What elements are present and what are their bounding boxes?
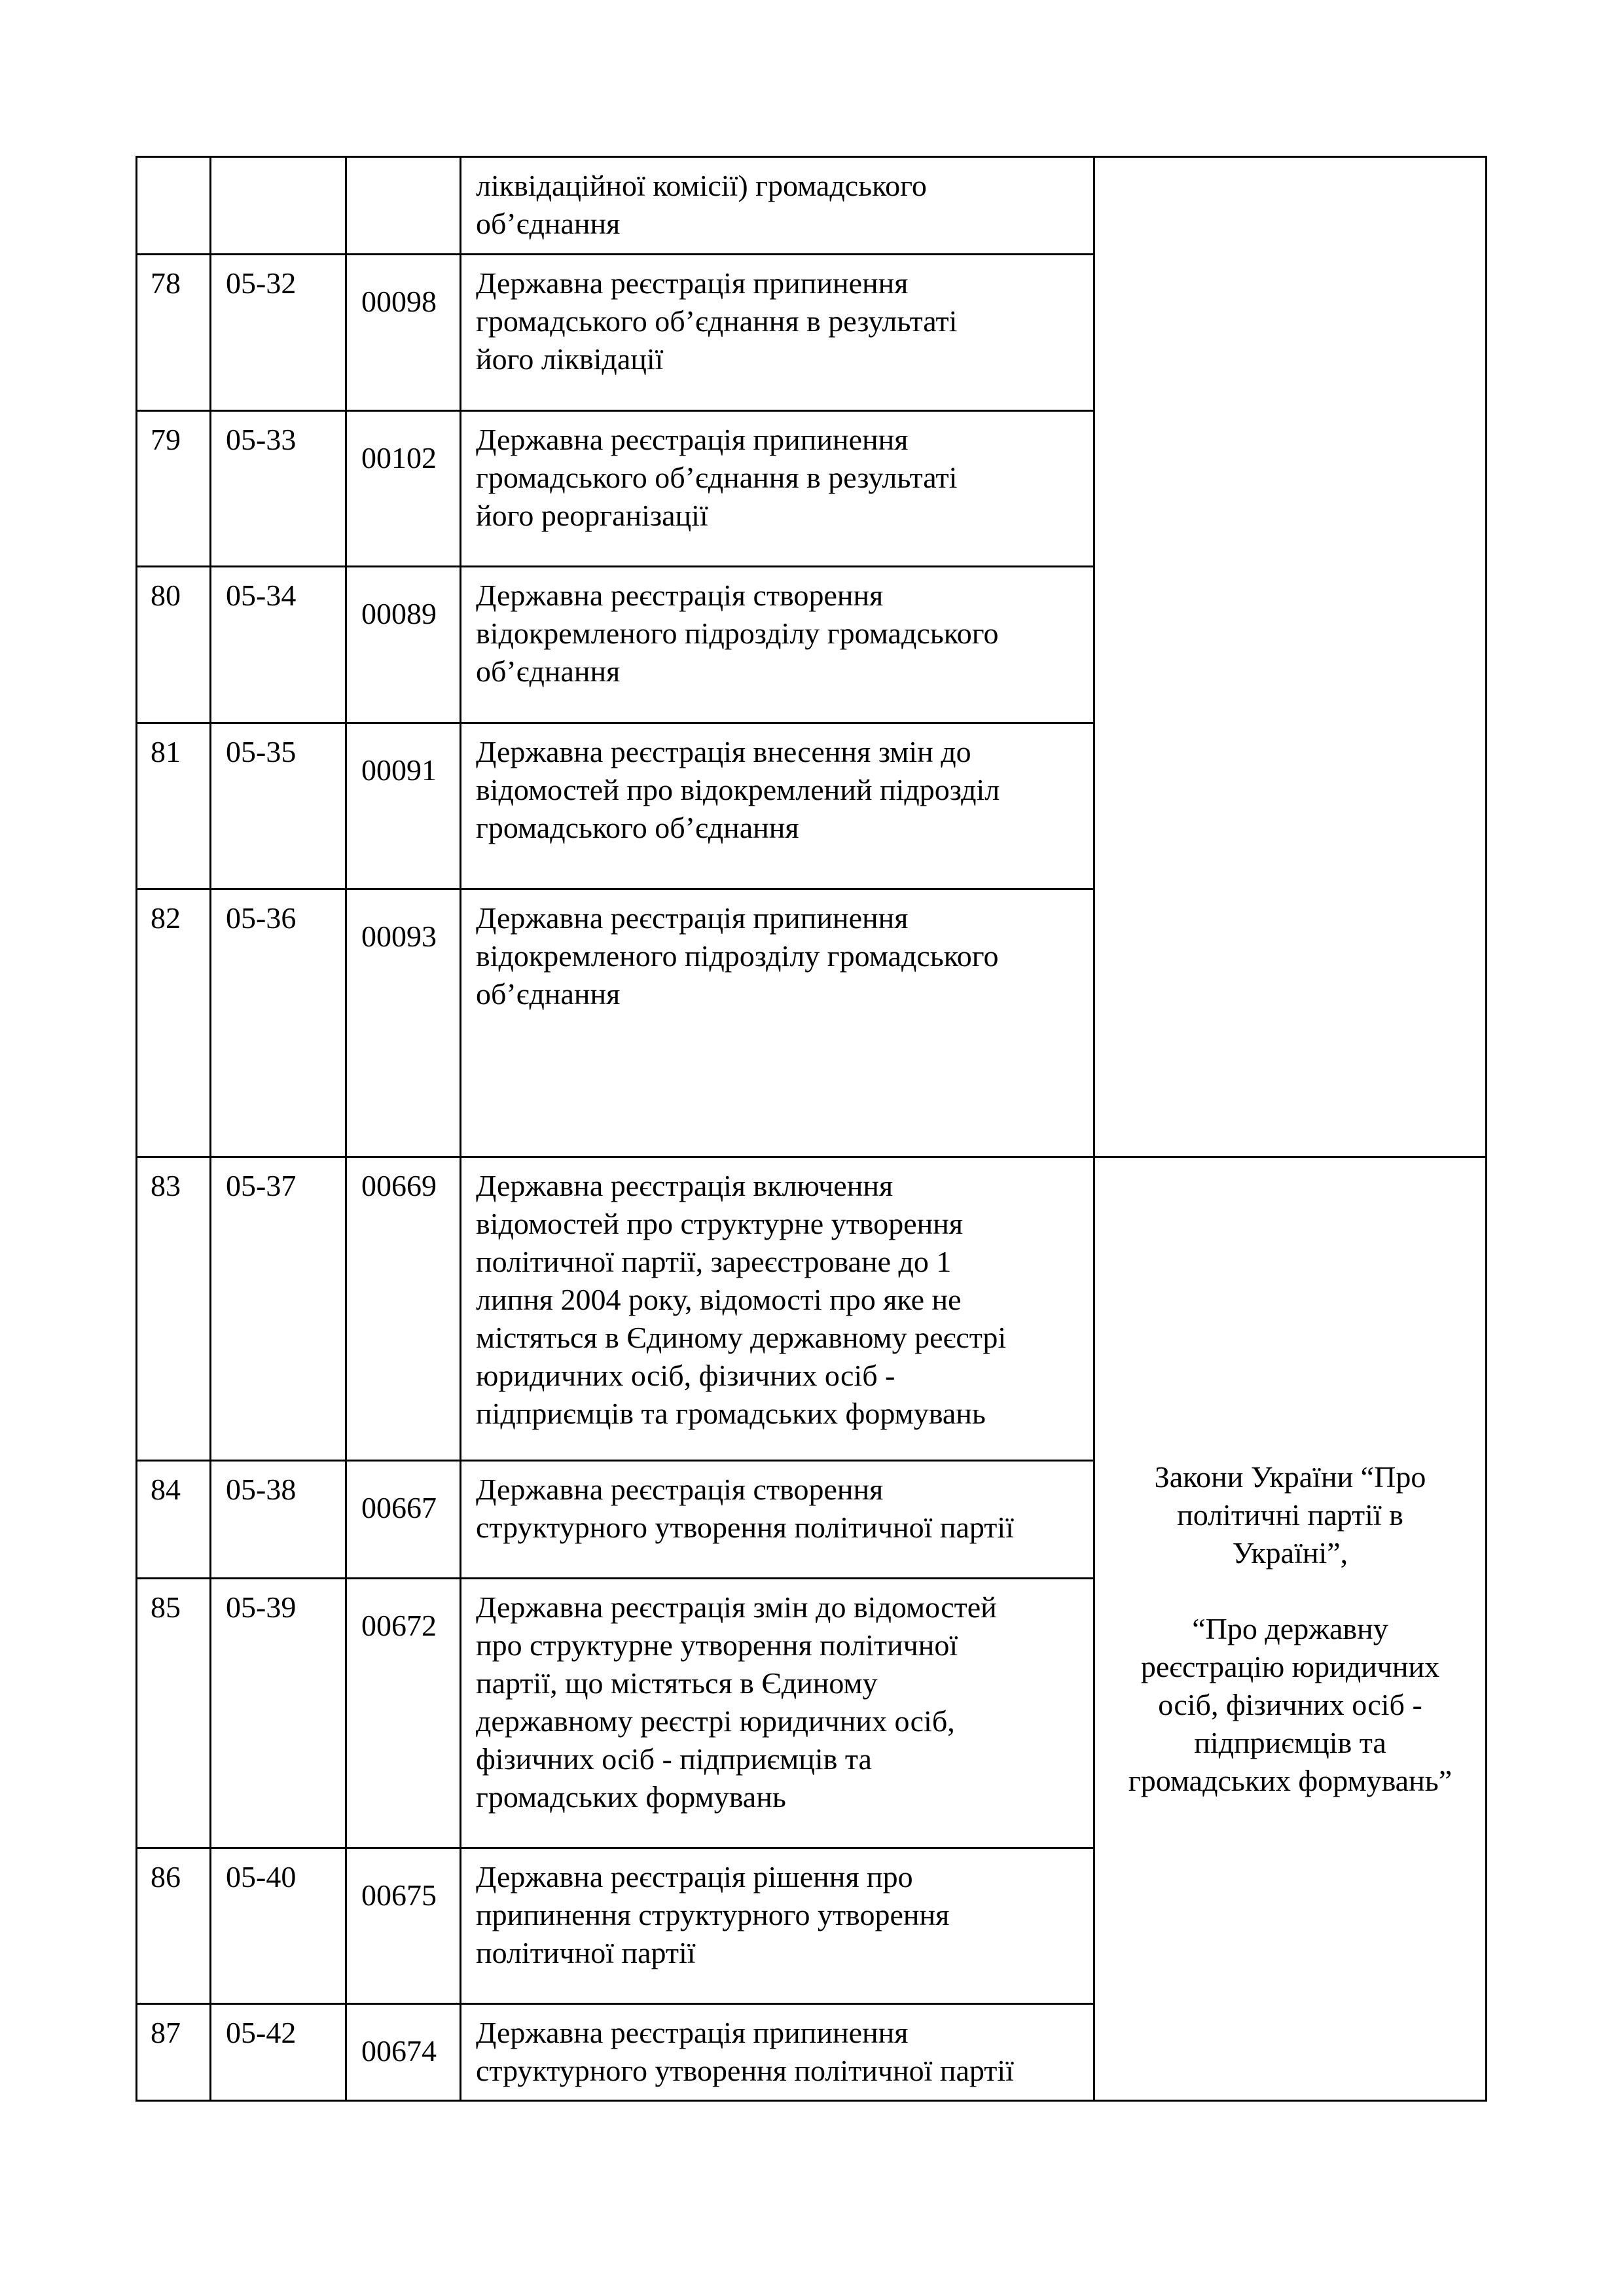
service-description xyxy=(461,723,1094,889)
description-line: громадського об’єднання в результаті xyxy=(476,304,958,338)
service-code: 00091 xyxy=(346,723,461,889)
service-category-code: 05-40 xyxy=(211,1848,346,2004)
service-category-code xyxy=(211,157,346,255)
description-line: відокремленого підрозділу громадського xyxy=(476,939,999,973)
service-category-code: 05-33 xyxy=(211,411,346,567)
description-line: відомостей про структурне утворення xyxy=(476,1207,964,1240)
service-category-code: 05-39 xyxy=(211,1579,346,1848)
description-line: припинення структурного утворення xyxy=(476,1898,950,1931)
service-description xyxy=(461,1461,1094,1579)
legal-basis-line: підприємців та xyxy=(1194,1725,1386,1759)
description-line: про структурне утворення політичної xyxy=(476,1628,958,1662)
description-line: об’єднання xyxy=(476,655,621,688)
description-line: містяться в Єдиному державному реєстрі xyxy=(476,1321,1007,1354)
description-line: партії, що містяться в Єдиному xyxy=(476,1666,878,1700)
service-category-code: 05-42 xyxy=(211,2004,346,2101)
row-number: 79 xyxy=(137,411,211,567)
row-number: 83 xyxy=(137,1157,211,1461)
service-code: 00674 xyxy=(346,2004,461,2101)
row-number: 81 xyxy=(137,723,211,889)
legal-basis-line: політичні партії в xyxy=(1177,1498,1403,1532)
description-line: відокремленого підрозділу громадського xyxy=(476,617,999,650)
legal-basis-cell xyxy=(1094,157,1487,1157)
service-category-code: 05-35 xyxy=(211,723,346,889)
service-category-code: 05-37 xyxy=(211,1157,346,1461)
service-category-code: 05-32 xyxy=(211,255,346,411)
service-code: 00102 xyxy=(346,411,461,567)
row-number: 80 xyxy=(137,567,211,723)
service-description xyxy=(461,2004,1094,2101)
legal-basis-line: “Про державну xyxy=(1192,1611,1388,1645)
description-line: Державна реєстрація включення xyxy=(476,1169,893,1202)
description-line: Державна реєстрація створення xyxy=(476,1473,884,1506)
description-line: його реорганізації xyxy=(476,499,708,532)
row-number: 82 xyxy=(137,889,211,1157)
description-line: Державна реєстрація припинення xyxy=(476,423,909,456)
row-number: 86 xyxy=(137,1848,211,2004)
description-line: Державна реєстрація змін до відомостей xyxy=(476,1590,997,1624)
services-table-body xyxy=(137,157,1487,2101)
description-line: його ліквідації xyxy=(476,342,664,376)
legal-basis-line: Україні”, xyxy=(1232,1535,1348,1570)
service-description xyxy=(461,157,1094,255)
description-line: фізичних осіб - підприємців та xyxy=(476,1742,872,1776)
description-line: Державна реєстрація внесення змін до xyxy=(476,735,971,768)
service-description xyxy=(461,255,1094,411)
description-line: структурного утворення політичної партії xyxy=(476,2054,1014,2087)
description-line: Державна реєстрація припинення xyxy=(476,266,909,300)
service-code: 00672 xyxy=(346,1579,461,1848)
description-line: громадських формувань xyxy=(476,1780,786,1814)
service-description xyxy=(461,567,1094,723)
row-number: 85 xyxy=(137,1579,211,1848)
legal-basis-line: Закони України “Про xyxy=(1154,1460,1426,1494)
description-line: об’єднання xyxy=(476,977,621,1011)
service-code: 00098 xyxy=(346,255,461,411)
description-line: державному реєстрі юридичних осіб, xyxy=(476,1704,955,1738)
legal-basis-cell xyxy=(1094,1157,1487,2101)
description-line: ліквідаційної комісії) громадського xyxy=(476,169,927,202)
description-line: Державна реєстрація рішення про xyxy=(476,1860,913,1893)
services-table xyxy=(135,156,1487,2102)
row-number xyxy=(137,157,211,255)
service-code: 00093 xyxy=(346,889,461,1157)
legal-basis-line: громадських формувань” xyxy=(1128,1763,1453,1797)
service-code xyxy=(346,157,461,255)
description-line: громадського об’єднання в результаті xyxy=(476,461,958,494)
description-line: юридичних осіб, фізичних осіб - xyxy=(476,1359,895,1392)
description-line: Державна реєстрація створення xyxy=(476,579,884,612)
table-row xyxy=(137,157,1487,255)
service-code: 00089 xyxy=(346,567,461,723)
service-category-code: 05-34 xyxy=(211,567,346,723)
row-number: 87 xyxy=(137,2004,211,2101)
line-gap xyxy=(1108,1572,1472,1610)
row-number: 84 xyxy=(137,1461,211,1579)
service-description xyxy=(461,1579,1094,1848)
description-line: громадського об’єднання xyxy=(476,811,799,844)
table-row xyxy=(137,1157,1487,1461)
service-code: 00675 xyxy=(346,1848,461,2004)
description-line: Державна реєстрація припинення xyxy=(476,2016,909,2049)
service-category-code: 05-36 xyxy=(211,889,346,1157)
description-line: підприємців та громадських формувань xyxy=(476,1397,986,1430)
row-number: 78 xyxy=(137,255,211,411)
legal-basis-line: реєстрацію юридичних xyxy=(1140,1649,1440,1683)
description-line: відомостей про відокремлений підрозділ xyxy=(476,773,1000,806)
service-code: 00667 xyxy=(346,1461,461,1579)
description-line: липня 2004 року, відомості про яке не xyxy=(476,1283,962,1316)
description-line: об’єднання xyxy=(476,207,621,240)
service-description xyxy=(461,1157,1094,1461)
service-description xyxy=(461,889,1094,1157)
legal-basis-line: осіб, фізичних осіб - xyxy=(1158,1687,1422,1721)
description-line: політичної партії xyxy=(476,1936,696,1969)
service-code: 00669 xyxy=(346,1157,461,1461)
description-line: політичної партії, зареєстроване до 1 xyxy=(476,1245,952,1278)
description-line: структурного утворення політичної партії xyxy=(476,1511,1014,1544)
service-description xyxy=(461,411,1094,567)
service-category-code: 05-38 xyxy=(211,1461,346,1579)
service-description xyxy=(461,1848,1094,2004)
description-line: Державна реєстрація припинення xyxy=(476,901,909,935)
